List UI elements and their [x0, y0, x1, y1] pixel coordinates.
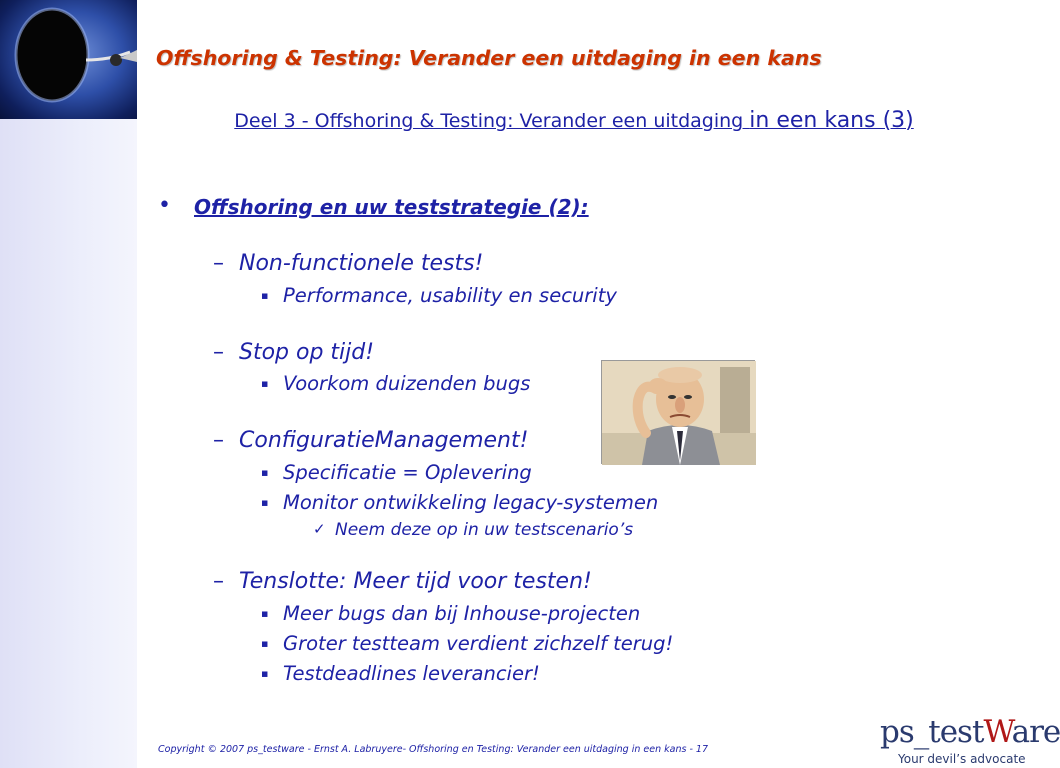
square-bullet-icon: ▪: [261, 289, 269, 302]
logo-tagline: Your devil’s advocate: [898, 752, 1026, 766]
list-item: [261, 662, 540, 685]
list-item: [261, 461, 532, 484]
list-item: [313, 520, 634, 540]
square-bullet-icon: ▪: [261, 496, 269, 509]
square-bullet-icon: ▪: [261, 466, 269, 479]
list-item: [261, 632, 674, 655]
list-item-text: Specificatie = Oplevering: [283, 461, 532, 484]
bullet-marker: •: [158, 193, 171, 218]
frustrated-man-cartoon: [601, 360, 755, 464]
slide-title: Offshoring & Testing: Verander een uitdaging in een kans: [156, 46, 822, 70]
dash-marker: –: [213, 428, 224, 453]
section-heading: [213, 251, 484, 276]
section-heading: [213, 340, 375, 365]
subtitle-part-1: Deel 3 - Offshoring & Testing: Verander een uitdaging: [234, 110, 750, 132]
checkmark-icon: ✓: [313, 520, 326, 538]
balloon-image: [0, 0, 137, 119]
section-heading: [213, 569, 592, 594]
square-bullet-icon: ▪: [261, 667, 269, 680]
list-item: [261, 284, 617, 307]
list-item-text: Neem deze op in uw testscenario’s: [335, 520, 634, 540]
dash-marker: –: [213, 569, 224, 594]
list-item-text: Voorkom duizenden bugs: [283, 372, 531, 395]
logo-wordmark: ps_testWare: [880, 714, 1060, 750]
list-item: [261, 602, 641, 625]
square-bullet-icon: ▪: [261, 637, 269, 650]
section-heading: [213, 428, 529, 453]
square-bullet-icon: ▪: [261, 607, 269, 620]
list-item-text: Performance, usability en security: [283, 284, 617, 307]
list-item-text: Monitor ontwikkeling legacy-systemen: [283, 491, 659, 514]
dash-marker: –: [213, 251, 224, 276]
list-item-text: Testdeadlines leverancier!: [283, 662, 540, 685]
subtitle-part-2: in een kans (3): [749, 108, 914, 133]
list-item: [261, 491, 659, 514]
list-item-text: Groter testteam verdient zichzelf terug!: [283, 632, 674, 655]
section-heading-text: Stop op tijd!: [239, 340, 375, 365]
main-bullet-text: Offshoring en uw teststrategie (2):: [194, 195, 589, 219]
dash-marker: –: [213, 340, 224, 365]
section-heading-text: Non-functionele tests!: [239, 251, 484, 276]
section-heading-text: ConfiguratieManagement!: [239, 428, 529, 453]
copyright-footer: Copyright © 2007 ps_testware - Ernst A. Labruyere- Offshoring en Testing: Verander een uitdaging in een kans - 17: [158, 744, 708, 755]
list-item: [261, 372, 531, 395]
slide-subtitle[interactable]: [156, 106, 992, 137]
main-bullet: [158, 193, 589, 219]
ps-testware-logo: [878, 700, 1060, 768]
section-heading-text: Tenslotte: Meer tijd voor testen!: [239, 569, 592, 594]
square-bullet-icon: ▪: [261, 377, 269, 390]
list-item-text: Meer bugs dan bij Inhouse-projecten: [283, 602, 641, 625]
